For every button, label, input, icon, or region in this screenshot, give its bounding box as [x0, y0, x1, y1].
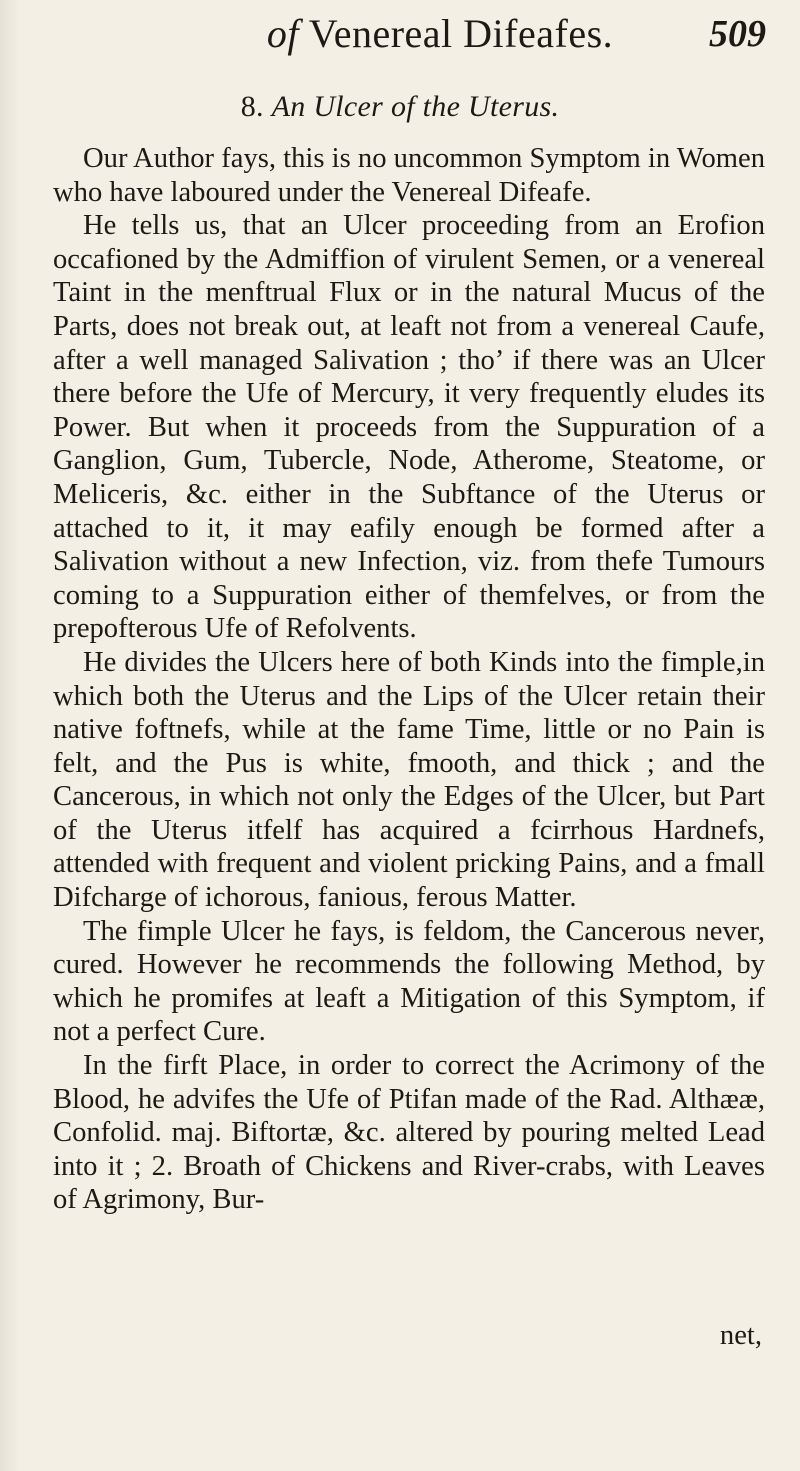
running-head-title: Venereal Difeafes. — [308, 11, 614, 56]
section-heading — [0, 90, 800, 124]
section-title: An Ulcer of the Uterus. — [271, 90, 560, 123]
section-number: 8. — [240, 90, 264, 123]
running-head — [230, 10, 650, 57]
paragraph: He divides the Ulcers here of both Kinds into the fimple,in which both the Uterus and the Lips of the Ulcer retain their native foftnefs, while at the fame Time, little or no Pain is felt, and the Pus is white, fmooth, and thick ; and the Cancerous, in which not only the Edges of the Ulcer, but Part of the Uterus itfelf has acquired a fcirrhous Hardnefs, attended with frequent and violent pricking Pains, and a fmall Difcharge of ichorous, fanious, ferous Matter. — [53, 646, 765, 914]
running-head-of: of — [266, 11, 299, 56]
page-fold-shadow — [0, 0, 20, 1471]
paragraph: The fimple Ulcer he fays, is feldom, the Cancerous never, cured. However he recommends the following Method, by which he promifes at leaft a Mitigation of this Symptom, if not a perfect Cure. — [53, 915, 765, 1048]
catchword: net, — [719, 1320, 762, 1351]
paragraph: In the firft Place, in order to correct the Acrimony of the Blood, he advifes the Ufe of Ptifan made of the Rad. Althææ, Confolid. maj. Biftortæ, &c. altered by pouring melted Lead into it ; 2. Broath of Chickens and River-crabs, with Leaves of Agrimony, Bur- — [53, 1050, 765, 1216]
paragraph: Our Author fays, this is no uncommon Symptom in Women who have laboured under the Venereal Difeafe. — [53, 143, 765, 208]
paragraph: He tells us, that an Ulcer proceeding from an Erofion occafioned by the Admiffion of virulent Semen, or a venereal Taint in the menftrual Flux or in the natural Mucus of the Parts, does not break out, at leaft not from a venereal Caufe, after a well managed Salivation ; tho’ if there was an Ulcer there before the Ufe of Mercury, it very frequently eludes its Power. But when it proceeds from the Suppuration of a Ganglion, Gum, Tubercle, Node, Atherome, Steatome, or Meliceris, &c. either in the Subftance of the Uterus or attached to it, it may eafily enough be formed after a Salivation without a new Infection, viz. from thefe Tumours coming to a Suppuration either of themfelves, or from the prepofterous Ufe of Refolvents. — [53, 210, 765, 645]
body-text — [53, 142, 765, 1217]
page-number: 509 — [709, 13, 766, 55]
